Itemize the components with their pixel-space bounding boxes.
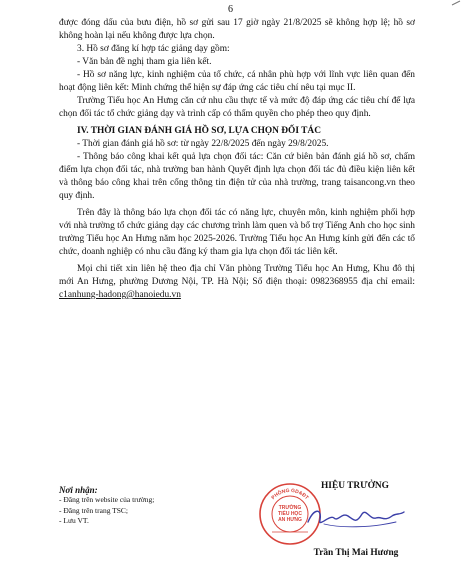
paragraph-public-announcement: - Thông báo công khai kết quả lựa chọn đối tác: Căn cứ biên bản đánh giá hồ sơ, chấm điểm lựa chọn đối tác, nhà trường ban hành Quyết định lựa chọn đối tác đủ điều kiện liên kết và thông báo công khai trên cổng thông tin điện tử của nhà trường, trang taisancong.vn theo quy định. [59, 152, 415, 201]
stamp-inner-text-2: TIỂU HỌC [278, 511, 302, 517]
paragraph-contact [59, 263, 415, 302]
paragraph-closing: Trên đây là thông báo lựa chọn đối tác có năng lực, chuyên môn, kinh nghiệm phối hợp với nhà trường tổ chức giảng dạy các chương trình làm quen và bổ trợ Tiếng Anh cho học sinh trường Tiểu học An Hưng năm học 2025-2026. Trường Tiểu học An Hưng kính gửi đến các tổ chức, doanh nghiệp có nhu cầu đăng ký tham gia lựa chọn đối tác liên kết. [59, 208, 415, 257]
paragraph-submission-note: được đóng dấu của bưu điện, hồ sơ gửi sau 17 giờ ngày 21/8/2025 sẽ không hợp lệ; hồ sơ không hoàn lại nếu không được lựa chọn. [59, 18, 415, 41]
recipients-title: Nơi nhận: [59, 485, 98, 495]
paragraph-evaluation-time: - Thời gian đánh giá hồ sơ: từ ngày 22/8/2025 đến ngày 29/8/2025. [77, 139, 329, 149]
contact-email-link[interactable]: c1anhung-hadong@hanoiedu.vn [59, 290, 181, 300]
svg-text:PHÒNG GD&ĐT [270, 488, 309, 501]
signer-name: Trần Thị Mai Hương [313, 548, 399, 558]
stamp-top-text: PHÒNG GD&ĐT [270, 487, 310, 502]
paragraph-dossier-item-1: - Văn bản đề nghị tham gia liên kết. [77, 57, 212, 67]
handwritten-signature [300, 502, 410, 532]
recipient-line: - Đăng trên website của trường; [59, 495, 155, 504]
section-heading-iv: IV. THỜI GIAN ĐÁNH GIÁ HỒ SƠ, LỰA CHỌN ĐỐI TÁC [77, 126, 321, 136]
corner-scan-mark [451, 0, 461, 6]
document-body [59, 17, 415, 302]
paragraph-dossier-item-2: - Hồ sơ năng lực, kinh nghiệm của tổ chức, cá nhân phù hợp với lĩnh vực liên quan đến hoạt động liên kết: Minh chứng thể hiện sự đáp ứng các tiêu chí nêu tại mục II. [59, 70, 415, 93]
signature-title: HIỆU TRƯỞNG [321, 481, 389, 491]
stamp-inner-text-3: AN HƯNG [278, 517, 302, 523]
recipient-line: - Đăng trên trang TSC; [59, 505, 129, 515]
contact-text: Mọi chi tiết xin liên hệ theo địa chỉ Văn phòng Trường Tiểu học An Hưng, Khu đô thị mới An Hưng, phường Dương Nội, TP. Hà Nội; Số điện thoại: 0982368955 địa chỉ email: [59, 264, 415, 287]
recipient-line: - Lưu VT. [59, 516, 89, 525]
paragraph-selection-basis: Trường Tiểu học An Hưng căn cứ nhu cầu thực tế và mức độ đáp ứng các tiêu chí để lựa chọn đối tác tổ chức giảng dạy và trình cấp có thẩm quyền cho phép theo quy định. [59, 96, 415, 119]
recipients-block [59, 485, 259, 527]
stamp-inner-text-1: TRƯỜNG [278, 505, 302, 511]
paragraph-dossier-heading: 3. Hồ sơ đăng kí hợp tác giảng dạy gồm: [77, 44, 230, 54]
page-number: 6 [228, 4, 233, 15]
